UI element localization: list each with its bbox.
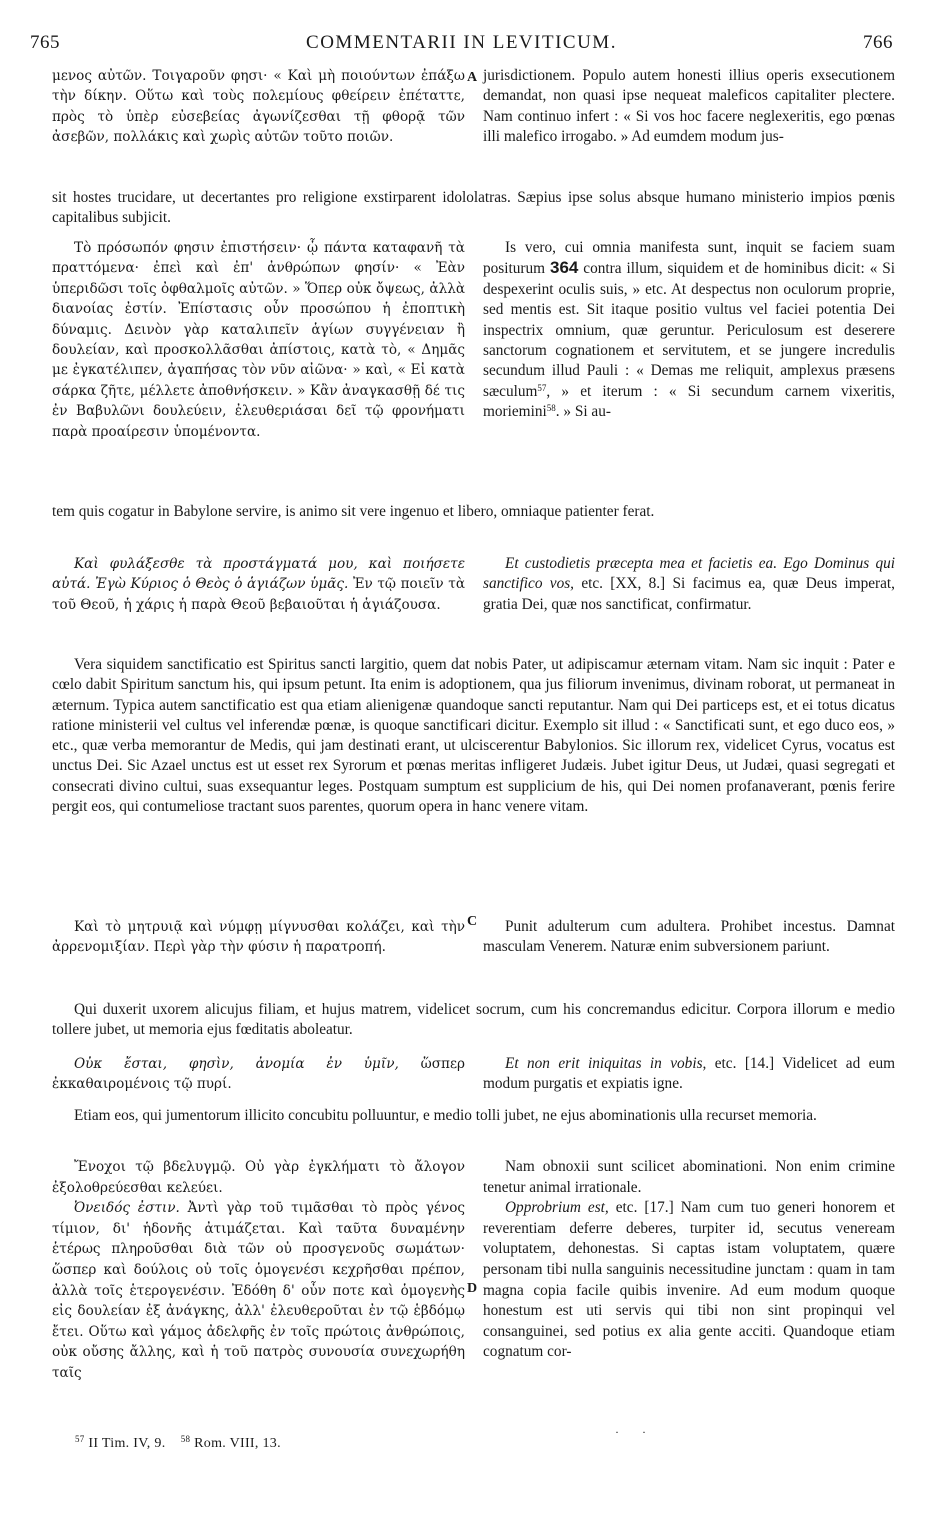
full-width-paragraph-5 — [52, 1106, 895, 1126]
latin-text: Et custodietis præcepta mea et facietis ea. Ego Dominus qui sanctifico vos, etc. [XX, 8.] Si facimus ea, quæ Deus imperat, gratia Dei, quæ nos sanctificat, confirmatur. — [483, 555, 896, 613]
running-header — [30, 32, 893, 58]
latin-column-3 — [483, 554, 895, 615]
latin-text: Is vero, cui omnia manifesta sunt, inquit se faciem suam positurum 364 contra illum, siquidem et de hominibus dicit: « Si despexerint oculis suis, » etc. At despectus non oculorum proprie, sed mentis est. Sit itaque positio vultus vel faciei potentia Dei inspectrix omnium, quæ geruntur. Periculosum est deserere sanctorum cognationem et servitutem, et se jungere incredulis secundum illud Pauli : « Demas me reliquit, amplexus præsens sæculum$^{57}$, » et iterum : « Si secundum carnem vixeritis, moriemini$^{58}$. » Si au- — [483, 239, 896, 421]
greek-lemma: Οὐκ ἔσται, φησὶν, ἀνομία ἐν ὑμῖν, — [74, 1056, 399, 1072]
footnote-ref: 57 — [537, 382, 547, 393]
latin-column-1 — [483, 66, 895, 147]
margin-letter-d: D — [467, 1281, 478, 1296]
latin-paragraph: sit hostes trucidare, ut decertantes pro religione exstirparent idololatras. Sæpius ipse solus absque humano ministerio impios pœnis capitalibus subjicit. — [52, 189, 895, 227]
greek-column-4 — [52, 917, 465, 958]
latin-text: Et non erit iniquitas in vobis, etc. [14.] Videlicet ad eum modum purgatis et expiatis igne. — [483, 1055, 895, 1093]
greek-column-6 — [52, 1157, 465, 1384]
margin-letter-c: C — [467, 914, 478, 929]
full-width-paragraph-3 — [52, 655, 895, 817]
latin-column-6 — [483, 1157, 895, 1363]
page-number-left: 765 — [30, 32, 60, 53]
footnote-text: II Tim. IV, 9. — [88, 1436, 166, 1451]
latin-paragraph: tem quis cogatur in Babylone servire, is animo sit vere ingenuo et libero, omniaque patienter ferat. — [52, 503, 655, 520]
footnote-number: 57 — [75, 1434, 85, 1444]
greek-text: Καὶ τὸ μητρυιᾷ καὶ νύμφῃ μίγνυσθαι κολάζει, καὶ τὴν ἀρρενομιξίαν. Περὶ γὰρ τὴν φύσιν ἡ παρατροπή. — [52, 919, 465, 956]
greek-column-3 — [52, 554, 465, 615]
greek-text: Ὀνειδός ἐστιν. Ἀντὶ γὰρ τοῦ τιμᾶσθαι τὸ πρὸς γένος τίμιον, δι' ἡδονῆς ἀτιμάζεται. Καὶ ταῦτα δυναμένην ἑτέρως πληροῦσθαι διὰ τῶν οὐ προσγενοῦς σωμάτων· ὥσπερ καὶ δούλοις οὐ τοῖς ὁμογενέσι κεχρῆσθαι πρέπον, ἀλλὰ τοῖς ἑτερογενέσιν. Ἐδόθη δ' οὖν ποτε καὶ ὁμογενὴς εἰς δουλείαν ἐξ ἀνάγκης, ἀλλ' ἐλευθεροῦται ἐν τῷ ἑβδόμῳ ἔτει. Οὕτω καὶ γάμος ἀδελφῆς ἐν τοῖς πρώτοις ἀνθρώποις, οὐκ οὔσης ἄλλης, καὶ ἡ τοῦ πατρὸς συνουσία συνεχωρήθη ταῖς — [52, 1200, 465, 1381]
full-width-paragraph-2 — [52, 502, 895, 522]
column-number: 364 — [549, 258, 579, 278]
latin-paragraph: Qui duxerit uxorem alicujus filiam, et hujus matrem, videlicet socrum, cum his concremandus edicitur. Corpora illorum e medio tollere jubet, ut memoria ejus fœditatis aboleatur. — [52, 1001, 895, 1039]
latin-text: jurisdictionem. Populo autem honesti illius operis exsecutionem demandat, non quasi ipse nequeat maleficos capitaliter plectere. Nam continuo infert : « Si vos hoc facere neglexeritis, ego pœnas illi malefico irrogabo. » Ad eumdem modum jus- — [483, 67, 895, 145]
footnote-ref: 58 — [546, 403, 556, 414]
latin-column-5 — [483, 1054, 895, 1095]
full-width-paragraph-4 — [52, 1000, 895, 1041]
page-number-right: 766 — [863, 32, 893, 53]
latin-lemma: Et non erit iniquitas in vobis, — [505, 1055, 707, 1072]
latin-column-2 — [483, 238, 895, 423]
greek-column-5 — [52, 1054, 465, 1095]
greek-text: Ἔνοχοι τῷ βδελυγμῷ. Οὐ γὰρ ἐγκλήματι τὸ ἄλογον ἐξολοθρεύεσθαι κελεύει. — [52, 1159, 465, 1196]
latin-lemma: Et custodietis præcepta mea et facietis ea. Ego Dominus qui sanctifico vos, — [483, 555, 895, 593]
ornament: · · — [615, 1425, 656, 1439]
footnotes — [75, 1436, 281, 1452]
running-title: COMMENTARII IN LEVITICUM. — [306, 32, 617, 53]
greek-text: Καὶ φυλάξεσθε τὰ προστάγματά μου, καὶ ποιήσετε αὐτά. Ἐγὼ Κύριος ὁ Θεὸς ὁ ἁγιάζων ὑμᾶς. Ἐν τῷ ποιεῖν τὰ τοῦ Θεοῦ, ἡ χάρις ἡ παρὰ Θεοῦ βεβαιοῦται ἡ ἁγιάζουσα. — [52, 556, 465, 613]
latin-column-4 — [483, 917, 895, 958]
footnote-text: Rom. VIII, 13. — [194, 1436, 281, 1451]
greek-column-1 — [52, 66, 465, 147]
full-width-paragraph-1 — [52, 188, 895, 229]
greek-text: Τὸ πρόσωπόν φησιν ἐπιστήσειν· ᾧ πάντα καταφανῆ τὰ πραττόμενα· ἐπεὶ καὶ ἐπ' ἀνθρώπων φησίν· « Ἐὰν ὑπεριδῶσι τοῖς ὀφθαλμοῖς αὐτῶν. » Ὅπερ οὐκ ὄψεως, ἀλλὰ διανοίας ἐστίν. Ἐπίστασις οὖν προσώπου ἡ ἐποπτικὴ δύναμις. Δεινὸν γὰρ καταλιπεῖν ἁγίων συγγένειαν ἢ δουλείαν, καὶ προσκολλᾶσθαι ἀπίστοις, κατὰ τὸ, « Δημᾶς με ἐγκατέλιπεν, ἀγαπήσας τὸν νῦν αἰῶνα· » καὶ, « Εἰ κατὰ σάρκα ζῆτε, μέλλετε ἀποθνήσκειν. » Κἂν ἀναγκασθῇ δέ τις ἐν Βαβυλῶνι δουλεύειν, ἐλευθεριάσαι δεῖ τῷ φρονήματι παρὰ προαίρεσιν ὑπομένοντα. — [52, 240, 465, 440]
latin-text: Punit adulterum cum adultera. Prohibet incestus. Damnat masculam Venerem. Naturæ enim subversionem pariunt. — [483, 918, 895, 956]
latin-lemma: Opprobrium est, — [505, 1199, 609, 1217]
greek-text: Οὐκ ἔσται, φησὶν, ἀνομία ἐν ὑμῖν, ὥσπερ ἐκκαθαιρομένοις τῷ πυρί. — [52, 1056, 465, 1093]
latin-text: Nam obnoxii sunt scilicet abominationi. Non enim crimine tenetur animal irrationale. — [483, 1158, 895, 1196]
greek-lemma: Ὀνειδός ἐστιν. — [74, 1200, 180, 1217]
greek-text: μενος αὐτῶν. Τοιγαροῦν φησι· « Καὶ μὴ ποιούντων ἐπάξω τὴν δίκην. Οὕτω καὶ τοὺς πολεμίους φθείρειν ἐπέταττε, πρὸς τὸ ὑπὲρ εὐσεβείας ἀγωνίζεσθαι τῇ φθορᾷ τῶν ἀσεβῶν, πολλάκις καὶ χωρὶς αὐτῶν τοῦτο ποιῶν. — [52, 68, 465, 145]
margin-letter-a: A — [467, 70, 478, 85]
greek-lemma: Καὶ φυλάξεσθε τὰ προστάγματά μου, καὶ ποιήσετε αὐτά. Ἐγὼ Κύριος ὁ Θεὸς ὁ ἁγιάζων ὑμᾶς. — [52, 556, 465, 593]
latin-text: Opprobrium est, etc. [17.] Nam cum tuo generi honorem et reverentiam deferre deberes, turpiter id, secutus veneream voluptatem, dehonestas. Si captas istam voluptatem, quære personam tibi nulla sanguinis necessitudine junctam : quam in tam magna copia facile quibis invenire. Ad eum modum quoque honestum est uti servis qui tibi non sint propinqui vel consanguinei, sed potius ex alia gente acciti. Quandoque etiam cognatum cor- — [483, 1199, 896, 1361]
greek-column-2 — [52, 238, 465, 442]
latin-paragraph: Vera siquidem sanctificatio est Spiritus sancti largitio, quem dat nobis Pater, ut adipiscamur æternam vitam. Nam sic inquit : Pater e cœlo dabit Spiritum sanctum his, qui ipsum petunt. Ita enim is adoptionem, qua jus filiorum invenimus, divinam roborat, ut permaneat in æternum. Typica autem sanctificatio est qua etiam alienigenæ quandoque sancti reputantur. Nam qui Dei particeps est, et ei totus dicatus ratione ministerii vel cultus vel inferendæ pœnæ, is quoque sanctificari dicitur. Exemplo sit illud : « Sanctificati sunt, et ego duco eos, » etc., quæ verba memorantur de Medis, qui jam destinati erant, ut ulciscerentur Babylonios. Sic illorum rex, videlicet Cyrus, vocatus est unctus Dei. Sic Azael unctus est ut esset rex Syrorum et pœnas meritas infligeret Judæis. Jubet igitur Deus, ut Judæi, quasi segregati et consecrati divino cultui, suas exsequantur leges. Postquam sumptum est supplicium de his, qui Dei nomen profanaverant, pœnis ferire pergit eos, qui contumeliose tractant suos parentes, quorum opera in hanc venere vitam. — [52, 656, 895, 816]
footnote-number: 58 — [180, 1434, 191, 1444]
latin-paragraph: Etiam eos, qui jumentorum illicito concubitu polluuntur, e medio tolli jubet, ne ejus abominationis ulla recurset memoria. — [74, 1107, 817, 1124]
